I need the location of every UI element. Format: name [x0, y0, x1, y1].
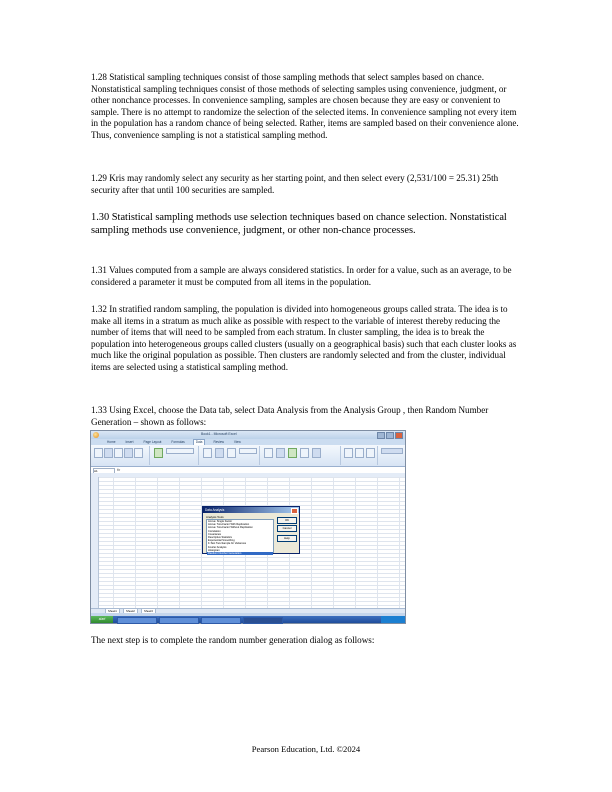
tab-page-layout: Page Layout: [143, 440, 162, 444]
system-tray: [381, 616, 405, 623]
refresh-all-icon: [154, 448, 163, 458]
list-item: Correlation: [208, 529, 221, 533]
help-button: Help: [277, 535, 297, 542]
ribbon-group-connections: [150, 446, 199, 465]
footer-copyright: Pearson Education, Ltd. ©2024: [251, 744, 361, 754]
data-analysis-dialog: [202, 506, 300, 554]
taskbar-item: [201, 617, 241, 624]
list-item: Histogram: [208, 548, 220, 552]
data-validation-icon: [288, 448, 297, 458]
paragraph-1-31: 1.31 Values computed from a sample are always considered statistics. In order for a value, such as an average, to be considered a parameter it must be computed from all items in the population.: [91, 265, 512, 287]
existing-connections-icon: [134, 448, 143, 458]
tab-review: Review: [213, 440, 224, 444]
paragraph-next-step: The next step is to complete the random number generation dialog as follows:: [91, 635, 375, 645]
filter-icon: [227, 448, 236, 458]
ribbon: [91, 445, 405, 467]
paragraph-1-28: 1.28 Statistical sampling techniques consist of those sampling methods that select samples based on chance. Nonstatistical sampling techniques consist of those methods of selecting samples using convenience, judgment, or other nonchance processes. In convenience sampling, samples are chosen because they are easy or convenient to sample. There is no attempt to randomize the selection of the selected items. In convenience sampling not every item in the population has a random chance of being selected. Rather, items are sampled based on their convenience alone. Thus, convenience sampling is not a statistical sampling method.: [91, 72, 519, 140]
text-to-columns-icon: [264, 448, 273, 458]
ok-button: OK: [277, 517, 297, 524]
list-item: Covariance: [208, 532, 222, 536]
tab-data: Data: [193, 439, 206, 445]
taskbar-item: [159, 617, 199, 624]
cancel-button: Cancel: [277, 525, 297, 532]
fx-label: fx: [117, 467, 121, 472]
from-access-icon: [94, 448, 103, 458]
close-icon: [395, 432, 403, 439]
list-item-selected: Random Number Generation: [207, 552, 273, 555]
data-analysis-icon: [381, 448, 403, 454]
sheet-tab-2: Sheet2: [123, 609, 138, 615]
maximize-icon: [386, 432, 394, 439]
taskbar-item: [117, 617, 157, 624]
analysis-tools-list: [206, 519, 274, 556]
windows-taskbar: [91, 616, 405, 623]
list-item: Anova: Single Factor: [208, 520, 233, 523]
minimize-icon: [377, 432, 385, 439]
window-title: Book1 - Microsoft Excel: [201, 432, 237, 436]
analysis-tools-label: Analysis Tools: [206, 515, 224, 519]
name-box: A1: [93, 468, 115, 474]
ribbon-group-data-tools: [260, 446, 341, 465]
office-button-icon: [93, 432, 99, 438]
list-item: F-Test Two-Sample for Variances: [208, 542, 247, 546]
tab-formulas: Formulas: [171, 440, 185, 444]
connections-list-icon: [166, 448, 194, 454]
what-if-analysis-icon: [312, 448, 321, 458]
window-controls: [377, 432, 403, 439]
ribbon-group-external-data: [91, 446, 150, 465]
from-text-icon: [114, 448, 123, 458]
sheet-tab-1: Sheet1: [105, 609, 120, 615]
paragraph-1-29: 1.29 Kris may randomly select any security as her starting point, and then select every (2,531/100 = 25.31) 25th security after that until 100 securities are sampled.: [91, 173, 499, 195]
list-item: Anova: Two-Factor Without Replication: [208, 526, 253, 530]
paragraph-1-32: 1.32 In stratified random sampling, the population is divided into homogeneous groups called strata. The idea is to make all items in a stratum as much alike as possible with respect to the variable of interest thereby reducing the number of items that will need to be sampled from each stratum. In cluster sampling, the idea is to break the population into heterogeneous groups called clusters (usually on a geographical basis) such that each cluster looks as much like the original population as possible. Then clusters are randomly selected and from the cluster, individual items are selected using a statistical sampling method.: [91, 304, 517, 372]
from-web-icon: [104, 448, 113, 458]
tab-insert: Insert: [125, 440, 134, 444]
sort-icon: [215, 448, 224, 458]
list-item: Exponential Smoothing: [208, 539, 235, 543]
from-other-sources-icon: [124, 448, 133, 458]
tab-home: Home: [107, 440, 116, 444]
sort-az-icon: [203, 448, 212, 458]
taskbar-item-active: [243, 617, 283, 624]
dialog-title-text: Data Analysis: [205, 508, 225, 512]
dialog-close-icon: [291, 508, 298, 514]
ungroup-icon: [355, 448, 364, 458]
row-headers: [91, 477, 99, 608]
dialog-title: [203, 507, 299, 513]
excel-screenshot: [90, 430, 406, 624]
excel-titlebar: [91, 431, 405, 439]
remove-duplicates-icon: [276, 448, 285, 458]
sheet-tab-3: Sheet3: [141, 609, 156, 615]
list-item: Anova: Two-Factor With Replication: [208, 523, 250, 527]
group-icon: [344, 448, 353, 458]
start-button: start: [91, 616, 113, 623]
advanced-filter-icon: [239, 448, 257, 454]
ribbon-group-sort-filter: [199, 446, 260, 465]
tab-view: View: [233, 440, 241, 444]
ribbon-group-analysis: [378, 446, 405, 465]
list-item: Fourier Analysis: [208, 545, 227, 549]
list-item: Descriptive Statistics: [208, 536, 232, 540]
ribbon-group-outline: [341, 446, 378, 465]
consolidate-icon: [300, 448, 309, 458]
paragraph-1-30: 1.30 Statistical sampling methods use selection techniques based on chance selection. Nonstatistical sampling methods use convenience, judgment, or other non-chance processes.: [91, 212, 507, 237]
subtotal-icon: [366, 448, 375, 458]
paragraph-1-33: 1.33 Using Excel, choose the Data tab, select Data Analysis from the Analysis Group , then Random Number Generation – shown as follows:: [91, 405, 489, 427]
